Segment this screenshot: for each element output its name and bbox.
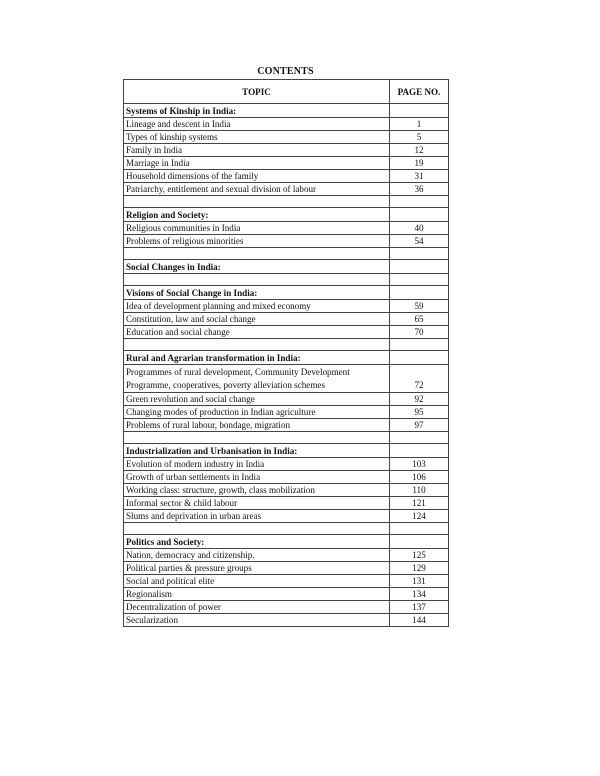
topic-column-header: TOPIC <box>124 80 390 104</box>
topic-cell: Working class: structure, growth, class mobilization <box>124 484 390 497</box>
page-number-cell <box>390 444 449 458</box>
topic-cell: Patriarchy, entitlement and sexual division of labour <box>124 183 390 196</box>
topic-cell: Marriage in India <box>124 157 390 170</box>
section-title: Systems of Kinship in India: <box>124 104 390 118</box>
page-number-cell <box>390 104 449 118</box>
spacer-row <box>124 523 449 535</box>
topic-cell: Lineage and descent in India <box>124 118 390 131</box>
page-number-cell <box>390 260 449 274</box>
topic-cell: Education and social change <box>124 326 390 339</box>
page-number-cell: 5 <box>390 131 449 144</box>
table-row <box>124 183 449 196</box>
topic-cell: Programmes of rural development, Community Development Programme, cooperatives, poverty alleviation schemes <box>124 365 390 393</box>
topic-cell: Secularization <box>124 614 390 627</box>
table-row <box>124 458 449 471</box>
table-row <box>124 588 449 601</box>
topic-cell: Family in India <box>124 144 390 157</box>
topic-cell: Problems of religious minorities <box>124 235 390 248</box>
table-row <box>124 510 449 523</box>
topic-cell <box>124 248 390 260</box>
page-number-cell <box>390 286 449 300</box>
table-row <box>124 575 449 588</box>
section-heading-row <box>124 286 449 300</box>
spacer-row <box>124 274 449 286</box>
table-row <box>124 419 449 432</box>
page-number-cell: 134 <box>390 588 449 601</box>
topic-cell: Evolution of modern industry in India <box>124 458 390 471</box>
page-number-cell: 54 <box>390 235 449 248</box>
table-row <box>124 601 449 614</box>
page-number-cell <box>390 535 449 549</box>
page-number-cell <box>390 208 449 222</box>
topic-cell: Problems of rural labour, bondage, migration <box>124 419 390 432</box>
table-row <box>124 471 449 484</box>
spacer-row <box>124 432 449 444</box>
topic-cell: Informal sector & child labour <box>124 497 390 510</box>
page-number-cell: 31 <box>390 170 449 183</box>
page-number-cell: 1 <box>390 118 449 131</box>
table-row <box>124 614 449 627</box>
topic-cell <box>124 339 390 351</box>
page-number-cell: 36 <box>390 183 449 196</box>
section-heading-row <box>124 351 449 365</box>
page-number-cell: 72 <box>390 365 449 393</box>
page-number-cell <box>390 339 449 351</box>
page-number-cell: 106 <box>390 471 449 484</box>
page-number-cell <box>390 432 449 444</box>
table-row <box>124 497 449 510</box>
section-title: Religion and Society: <box>124 208 390 222</box>
page-number-cell: 65 <box>390 313 449 326</box>
table-row <box>124 549 449 562</box>
section-heading-row <box>124 208 449 222</box>
section-title: Rural and Agrarian transformation in India: <box>124 351 390 365</box>
page-number-cell: 97 <box>390 419 449 432</box>
table-row <box>124 562 449 575</box>
page-number-cell: 144 <box>390 614 449 627</box>
section-heading-row <box>124 444 449 458</box>
table-row <box>124 144 449 157</box>
topic-cell: Constitution, law and social change <box>124 313 390 326</box>
table-row <box>124 326 449 339</box>
table-row <box>124 131 449 144</box>
topic-cell <box>124 523 390 535</box>
table-row <box>124 393 449 406</box>
table-header-row <box>124 80 449 104</box>
page-column-header: PAGE NO. <box>390 80 449 104</box>
topic-cell: Regionalism <box>124 588 390 601</box>
topic-cell: Social and political elite <box>124 575 390 588</box>
page-number-cell: 59 <box>390 300 449 313</box>
page-number-cell: 12 <box>390 144 449 157</box>
section-heading-row <box>124 535 449 549</box>
topic-cell <box>124 196 390 208</box>
topic-cell: Slums and deprivation in urban areas <box>124 510 390 523</box>
page-number-cell <box>390 351 449 365</box>
section-title: Politics and Society: <box>124 535 390 549</box>
topic-cell <box>124 432 390 444</box>
table-row <box>124 313 449 326</box>
topic-cell: Types of kinship systems <box>124 131 390 144</box>
page-number-cell <box>390 248 449 260</box>
topic-cell: Growth of urban settlements in India <box>124 471 390 484</box>
section-heading-row <box>124 260 449 274</box>
page-number-cell: 137 <box>390 601 449 614</box>
topic-cell: Nation, democracy and citizenship. <box>124 549 390 562</box>
section-heading-row <box>124 104 449 118</box>
page-number-cell: 129 <box>390 562 449 575</box>
page-number-cell: 131 <box>390 575 449 588</box>
table-row <box>124 484 449 497</box>
topic-cell <box>124 274 390 286</box>
table-row <box>124 157 449 170</box>
page-number-cell: 19 <box>390 157 449 170</box>
section-title: Visions of Social Change in India: <box>124 286 390 300</box>
topic-cell: Decentralization of power <box>124 601 390 614</box>
topic-cell: Changing modes of production in Indian agriculture <box>124 406 390 419</box>
topic-cell: Political parties & pressure groups <box>124 562 390 575</box>
table-row <box>124 406 449 419</box>
topic-cell: Household dimensions of the family <box>124 170 390 183</box>
page-number-cell <box>390 196 449 208</box>
page-number-cell: 92 <box>390 393 449 406</box>
page-number-cell: 103 <box>390 458 449 471</box>
section-title: Industrialization and Urbanisation in India: <box>124 444 390 458</box>
page-number-cell <box>390 523 449 535</box>
topic-cell: Idea of development planning and mixed economy <box>124 300 390 313</box>
spacer-row <box>124 196 449 208</box>
page-number-cell: 110 <box>390 484 449 497</box>
table-row <box>124 235 449 248</box>
table-row <box>124 118 449 131</box>
contents-table <box>123 79 449 627</box>
document-title: CONTENTS <box>257 66 314 77</box>
page-number-cell <box>390 274 449 286</box>
topic-cell: Green revolution and social change <box>124 393 390 406</box>
table-row <box>124 170 449 183</box>
table-row <box>124 365 449 393</box>
page-number-cell: 121 <box>390 497 449 510</box>
section-title: Social Changes in India: <box>124 260 390 274</box>
table-row <box>124 222 449 235</box>
page-number-cell: 95 <box>390 406 449 419</box>
table-row <box>124 300 449 313</box>
page-number-cell: 124 <box>390 510 449 523</box>
spacer-row <box>124 339 449 351</box>
page-number-cell: 40 <box>390 222 449 235</box>
page-number-cell: 125 <box>390 549 449 562</box>
topic-cell: Religious communities in India <box>124 222 390 235</box>
page-number-cell: 70 <box>390 326 449 339</box>
spacer-row <box>124 248 449 260</box>
